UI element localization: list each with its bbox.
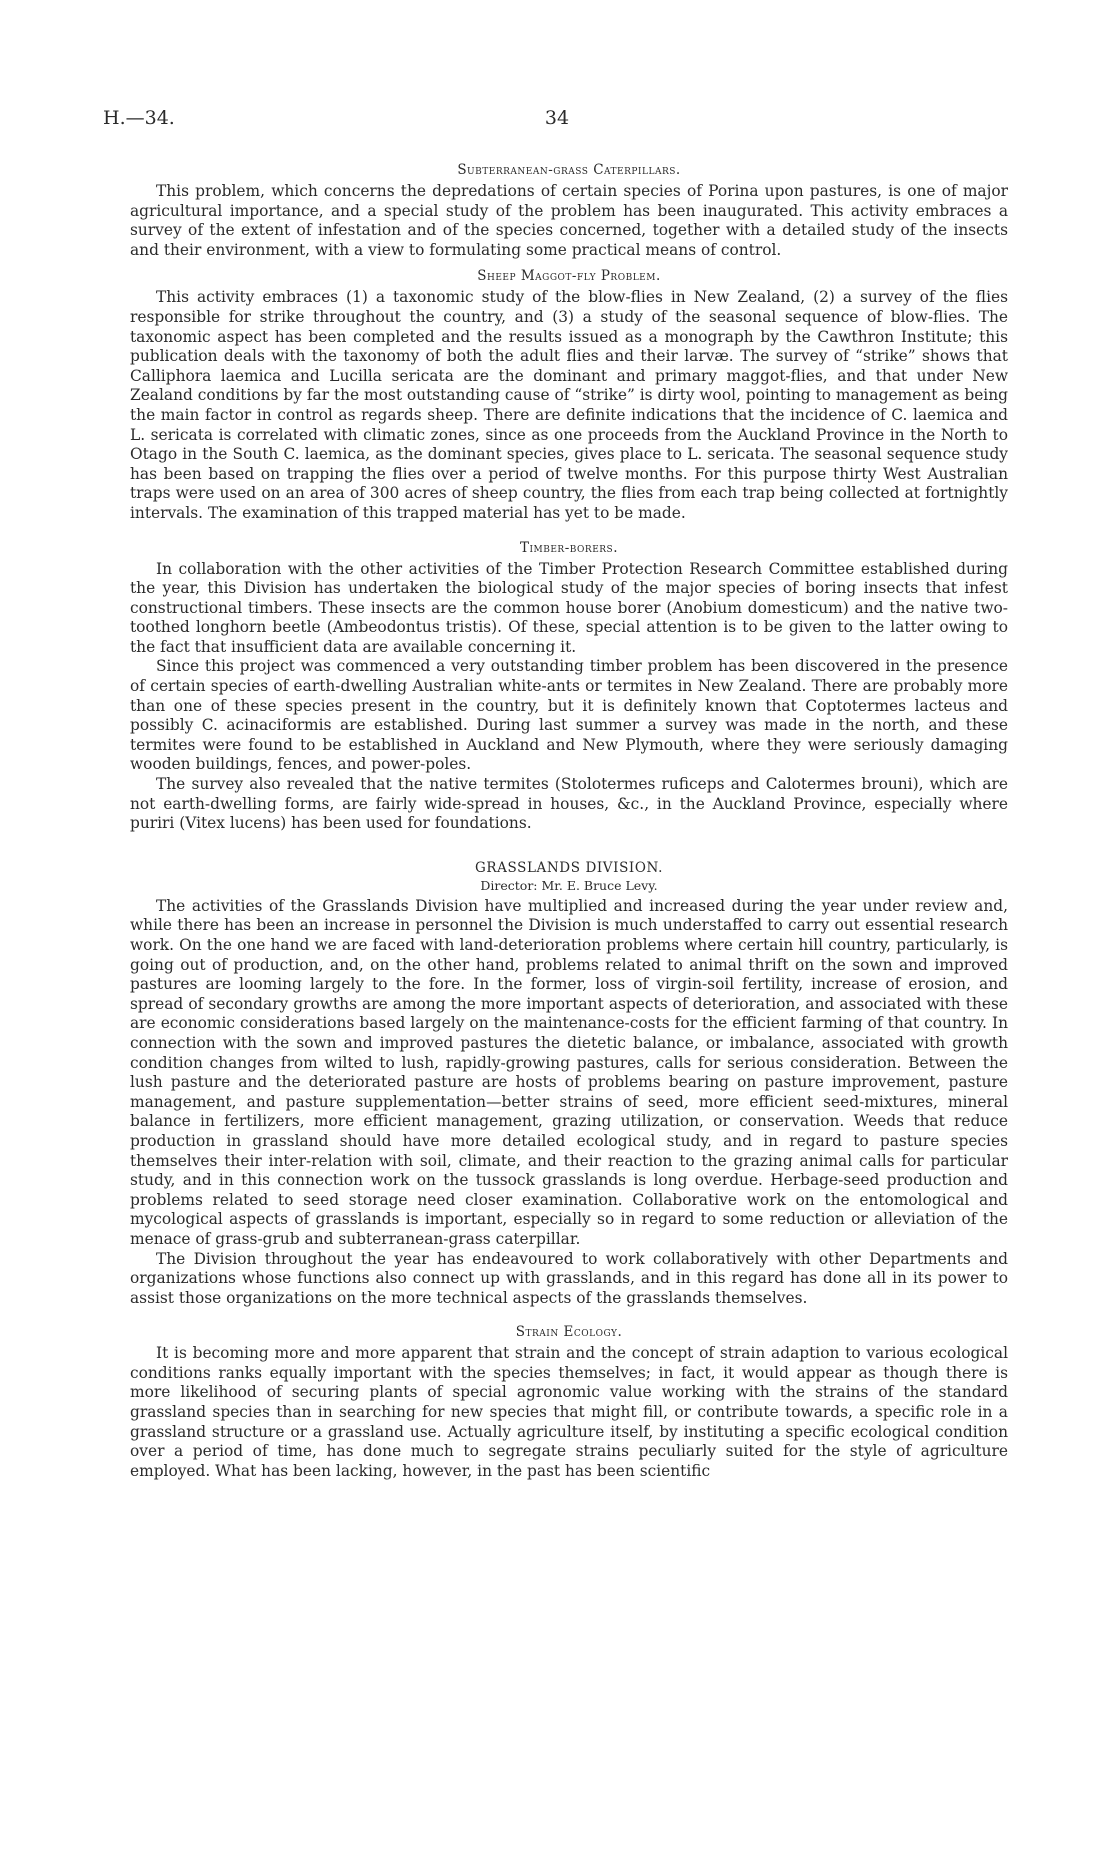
paragraph: In collaboration with the other activities of the Timber Protection Research Committee established during the year, this Division has undertaken the biological study of the major species of boring insects that infest constructional timbers. These insects are the common house borer (Anobium domesticum) and the native two-toothed longhorn beetle (Ambeodontus tristis). Of these, special attention is to be given to the latter owing to the fact that insufficient data are available concerning it. (130, 559, 1008, 656)
paragraph: This problem, which concerns the depredations of certain species of Porina upon pastures, is one of major agricultural importance, and a special study of the problem has been inaugurated. This activity embraces a survey of the extent of infestation and of the species concerned, together with a detailed study of the insects and their environment, with a view to formulating some practical means of control. (130, 182, 1008, 259)
section-heading-strain-ecology: Strain Ecology. (515, 1324, 623, 1341)
section-heading-sheep-maggot-fly: Sheep Maggot-fly Problem. (477, 268, 661, 285)
paragraph: Since this project was commenced a very outstanding timber problem has been discovered in the presence of certain species of earth-dwelling Australian white-ants or termites in New Zealand. There are probably more than one of these species present in the country, but it is definitely known that Coptotermes lacteus and possibly C. acinaciformis are established. During last summer a survey was made in the north, and these termites were found to be established in Auckland and New Plymouth, where they were seriously damaging wooden buildings, fences, and power-poles. (130, 657, 1008, 774)
division-director: Director: Mr. E. Bruce Levy. (480, 877, 658, 893)
document-body (130, 162, 1008, 1481)
paragraph: This activity embraces (1) a taxonomic study of the blow-flies in New Zealand, (2) a survey of the flies responsible for strike throughout the country, and (3) a study of the seasonal sequence of blow-flies. The taxonomic aspect has been completed and the results issued as a monograph by the Cawthron Institute; this publication deals with the taxonomy of both the adult flies and their larvæ. The survey of “strike” shows that Calliphora laemica and Lucilla sericata are the dominant and primary maggot-flies, and that under New Zealand conditions by far the most outstanding cause of “strike” is dirty wool, pointing to management as being the main factor in control as regards sheep. There are definite indications that the incidence of C. laemica and L. sericata is correlated with climatic zones, since as one proceeds from the Auckland Province in the North to Otago in the South C. laemica, as the dominant species, gives place to L. sericata. The seasonal sequence study has been based on trapping the flies over a period of twelve months. For this purpose thirty West Australian traps were used on an area of 300 acres of sheep country, the flies from each trap being collected at fortnightly intervals. The examination of this trapped material has yet to be made. (130, 288, 1008, 522)
paragraph: The survey also revealed that the native termites (Stolotermes ruficeps and Calotermes brouni), which are not earth-dwelling forms, are fairly wide-spread in houses, &c., in the Auckland Province, especially where puriri (Vitex lucens) has been used for foundations. (130, 775, 1008, 833)
section-heading-subterranean: Subterranean-grass Caterpillars. (457, 162, 681, 178)
section-heading-timber-borers: Timber-borers. (519, 539, 619, 556)
paragraph: The activities of the Grasslands Division have multiplied and increased during the year under review and, while there has been an increase in personnel the Division is much understaffed to carry out essential research work. On the one hand we are faced with land-deterioration problems where certain hill country, particularly, is going out of production, and, on the other hand, problems related to animal thrift on the sown and improved pastures are looming largely to the fore. In the former, loss of virgin-soil fertility, increase of erosion, and spread of secondary growths are among the more important aspects of deterioration, and associated with these are economic considerations based largely on the maintenance-costs for the efficient farming of that country. In connection with the sown and improved pastures the dietetic balance, or imbalance, associated with growth condition changes from wilted to lush, rapidly-growing pastures, calls for serious consideration. Between the lush pasture and the deteriorated pasture are hosts of problems bearing on pasture improvement, pasture management, and pasture supplementation—better strains of seed, more efficient seed-mixtures, mineral balance in fertilizers, more efficient management, grazing utilization, or conservation. Weeds that reduce production in grassland should have more detailed ecological study, and in regard to pasture species themselves their inter-relation with soil, climate, and their reaction to the grazing animal calls for particular study, and in this connection work on the tussock grasslands is long overdue. Herbage-seed production and problems related to seed storage need closer examination. Collaborative work on the entomological and mycological aspects of grasslands is important, especially so in regard to some reduction or alleviation of the menace of grass-grub and subterranean-grass caterpillar. (130, 896, 1008, 1248)
page-number: 34 (544, 107, 570, 129)
document-code: H.—34. (103, 107, 175, 129)
division-heading-grasslands: GRASSLANDS DIVISION. (475, 859, 663, 876)
paragraph: The Division throughout the year has endeavoured to work collaboratively with other Departments and organizations whose functions also connect up with grasslands, and in this regard has done all in its power to assist those organizations on the more technical aspects of the grasslands themselves. (130, 1249, 1008, 1307)
paragraph: It is becoming more and more apparent that strain and the concept of strain adaption to various ecological conditions ranks equally important with the species themselves; in fact, it would appear as though there is more likelihood of securing plants of special agronomic value working with the strains of the standard grassland species than in searching for new species that might fill, or contribute towards, a specific role in a grassland structure or a grassland use. Actually agriculture itself, by instituting a specific ecological condition over a period of time, has done much to segregate strains peculiarly suited for the style of agriculture employed. What has been lacking, however, in the past has been scientific (130, 1344, 1008, 1480)
